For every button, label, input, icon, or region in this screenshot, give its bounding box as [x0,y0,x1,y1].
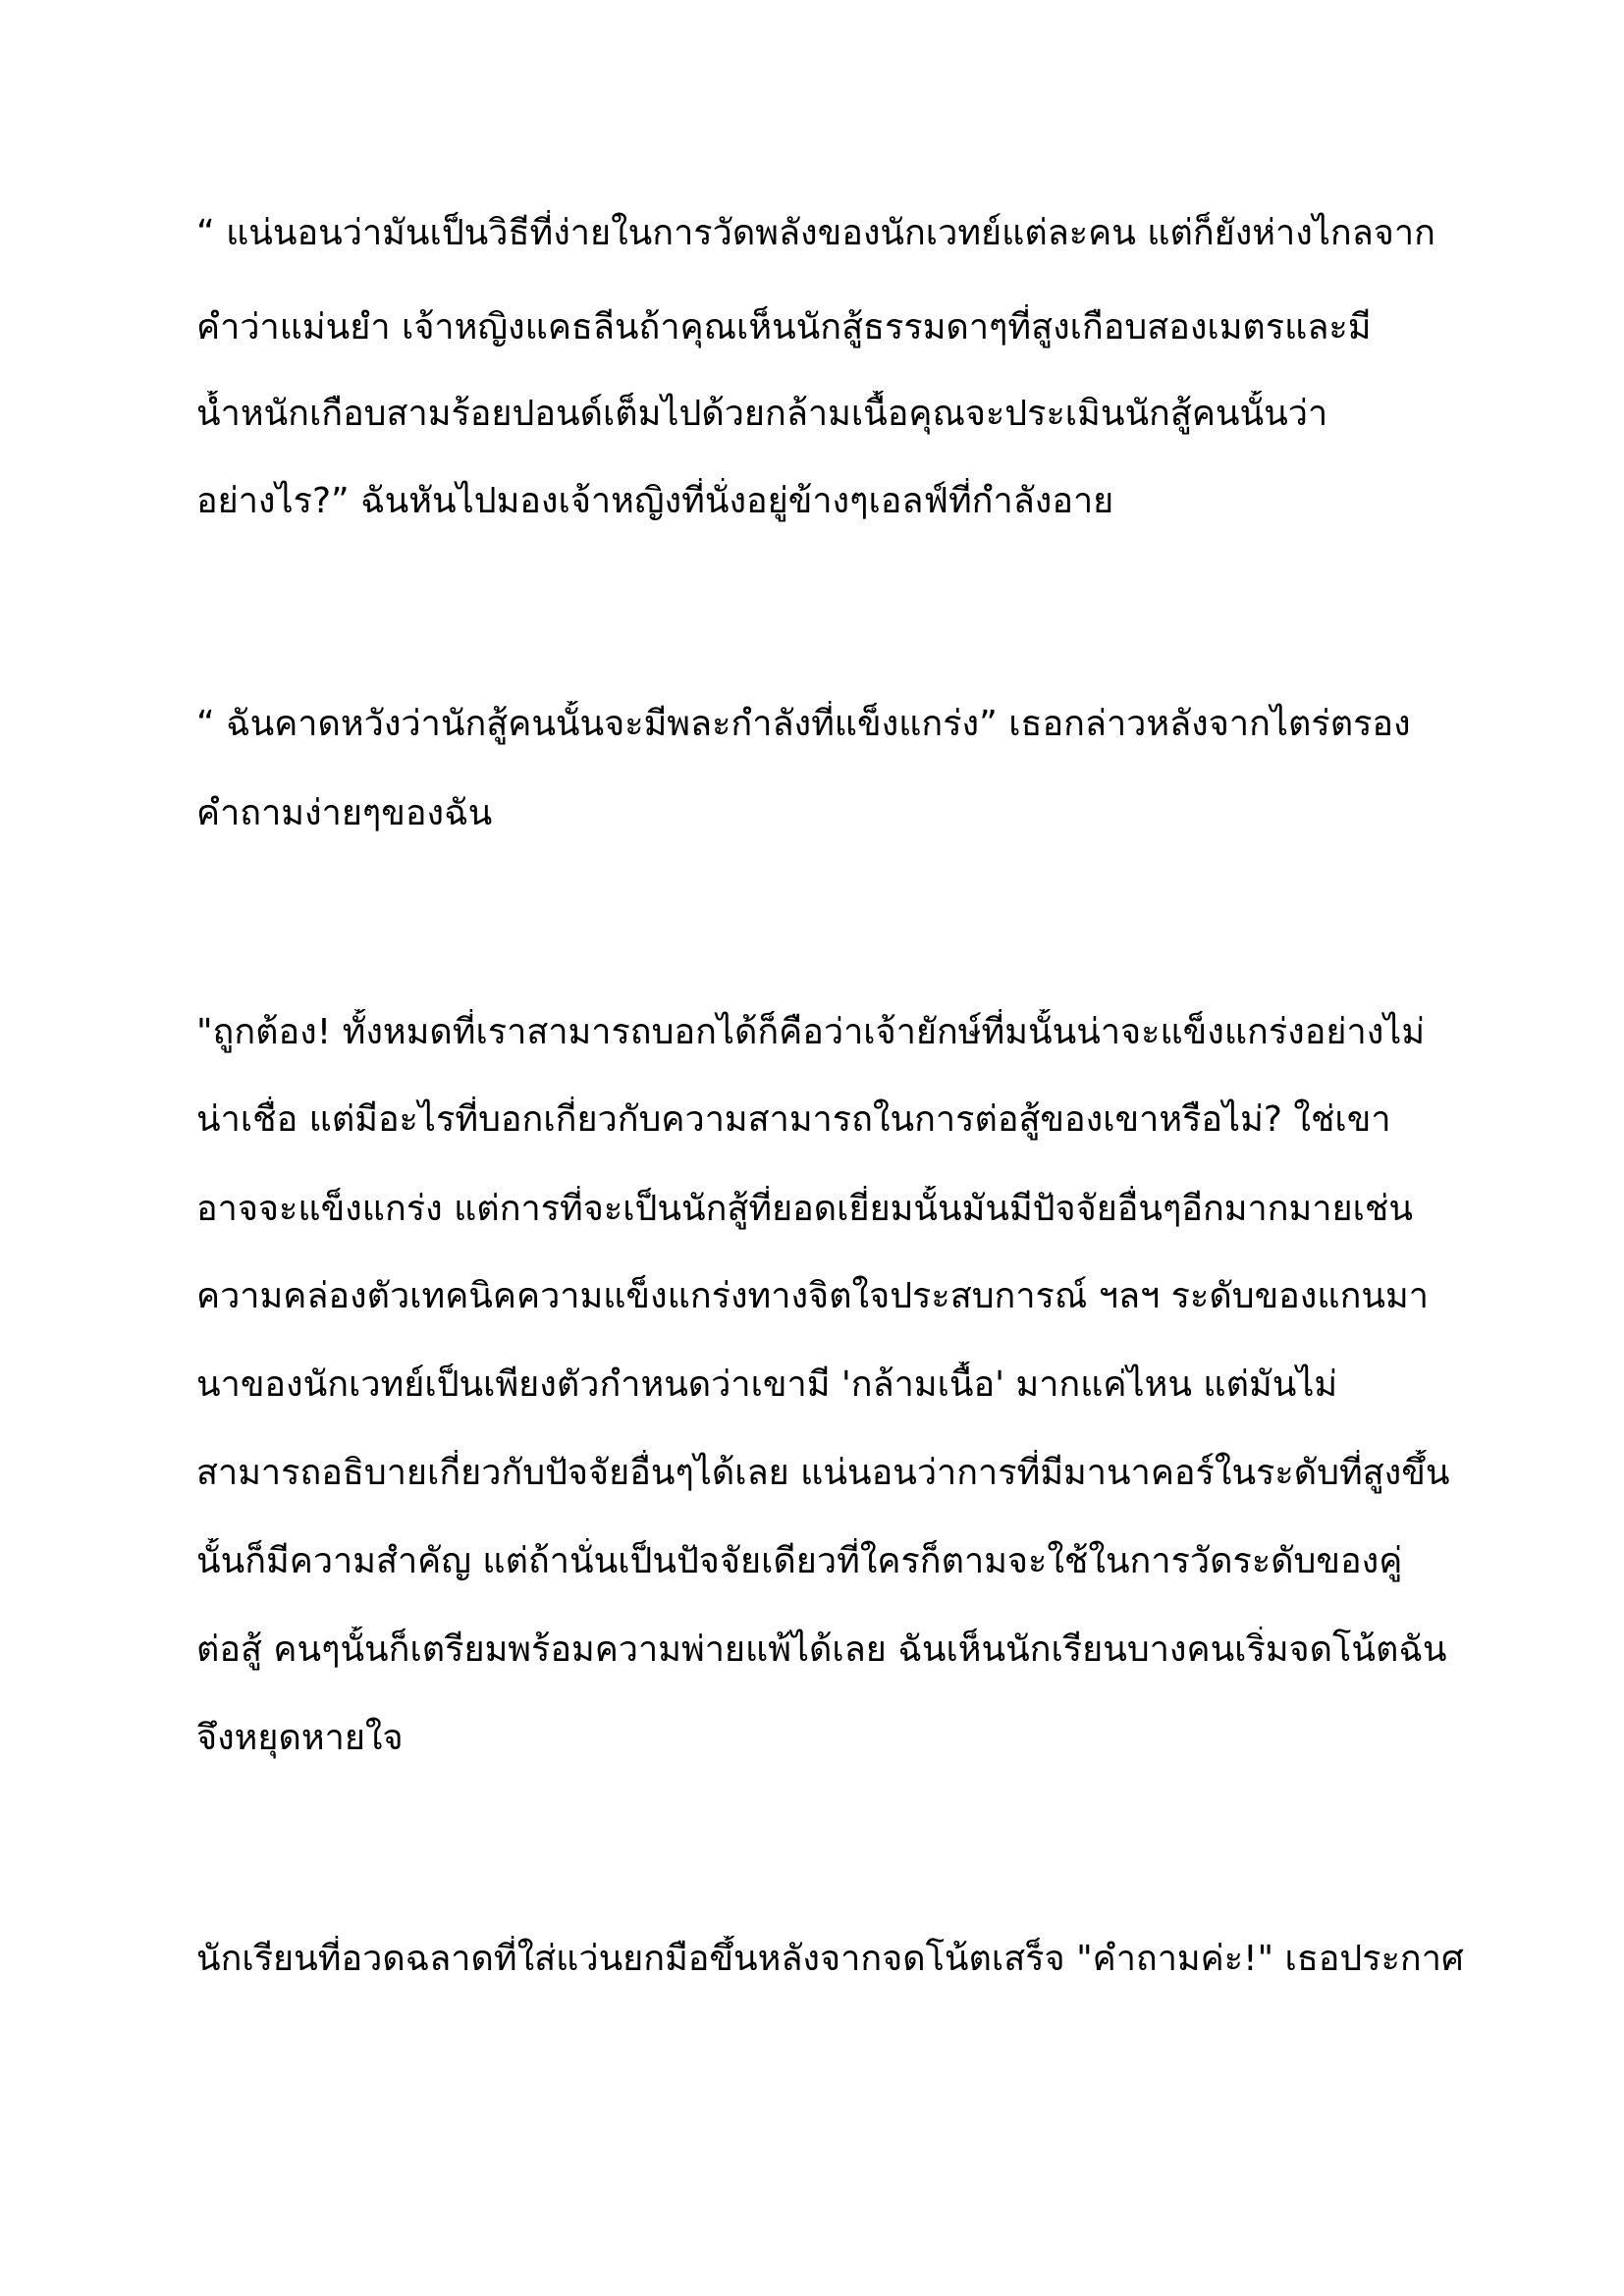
text-line: น้ำหนักเกือบสามร้อยปอนด์เต็มไปด้วยกล้ามเนื้อคุณจะประเมินนักสู้คนนั้นว่า [196,394,1328,434]
text-line: นาของนักเวทย์เป็นเพียงตัวกำหนดว่าเขามี 'กล้ามเนื้อ' มากแค่ไหน แต่มันไม่ [196,1364,1338,1405]
text-line: จึงหยุดหายใจ [196,1718,404,1758]
text-line: "ถูกต้อง! ทั้งหมดที่เราสามารถบอกได้ก็คือว่าเจ้ายักษ์ที่มนั้นน่าจะแข็งแกร่งอย่างไม่ [196,1012,1426,1052]
text-line: คำว่าแม่นยำ เจ้าหญิงแคธลีนถ้าคุณเห็นนักสู้ธรรมดาๆที่สูงเกือบสองเมตรและมี [196,307,1372,347]
text-line: คำถามง่ายๆของฉัน [196,793,493,833]
text-line: “ ฉันคาดหวังว่านักสู้คนนั้นจะมีพละกำลังที่แข็งแกร่ง” เธอกล่าวหลังจากไตร่ตรอง [196,704,1411,744]
text-line: ต่อสู้ คนๆนั้นก็เตรียมพร้อมความพ่ายแพ้ได้เลย ฉันเห็นนักเรียนบางคนเริ่มจดโน้ตฉัน [196,1629,1447,1670]
text-line: อาจจะแข็งแกร่ง แต่การที่จะเป็นนักสู้ที่ยอดเยี่ยมนั้นมันมีปัจจัยอื่นๆอีกมากมายเช่น [196,1189,1413,1229]
text-line: น่าเชื่อ แต่มีอะไรที่บอกเกี่ยวกับความสามารถในการต่อสู้ของเขาหรือไม่? ใช่เขา [196,1099,1391,1140]
text-line: สามารถอธิบายเกี่ยวกับปัจจัยอื่นๆได้เลย แน่นอนว่าการที่มีมานาคอร์ในระดับที่สูงขึ้น [196,1453,1450,1493]
text-line: ความคล่องตัวเทคนิคความแข็งแกร่งทางจิตใจประสบการณ์ ฯลฯ ระดับของแกนมา [196,1276,1429,1316]
text-line: นักเรียนที่อวดฉลาดที่ใส่แว่นยกมือขึ้นหลังจากจดโน้ตเสร็จ "คำถามค่ะ!" เธอประกาศ [196,1939,1464,1979]
text-line: อย่างไร?” ฉันหันไปมองเจ้าหญิงที่นั่งอยู่ข้างๆเอลฟ์ที่กำลังอาย [196,481,1114,521]
text-line: “ แน่นอนว่ามันเป็นวิธีที่ง่ายในการวัดพลังของนักเวทย์แต่ละคน แต่ก็ยังห่างไกลจาก [196,213,1435,253]
text-line: นั้นก็มีความสำคัญ แต่ถ้านั่นเป็นปัจจัยเดียวที่ใครก็ตามจะใช้ในการวัดระดับของคู่ [196,1541,1403,1581]
